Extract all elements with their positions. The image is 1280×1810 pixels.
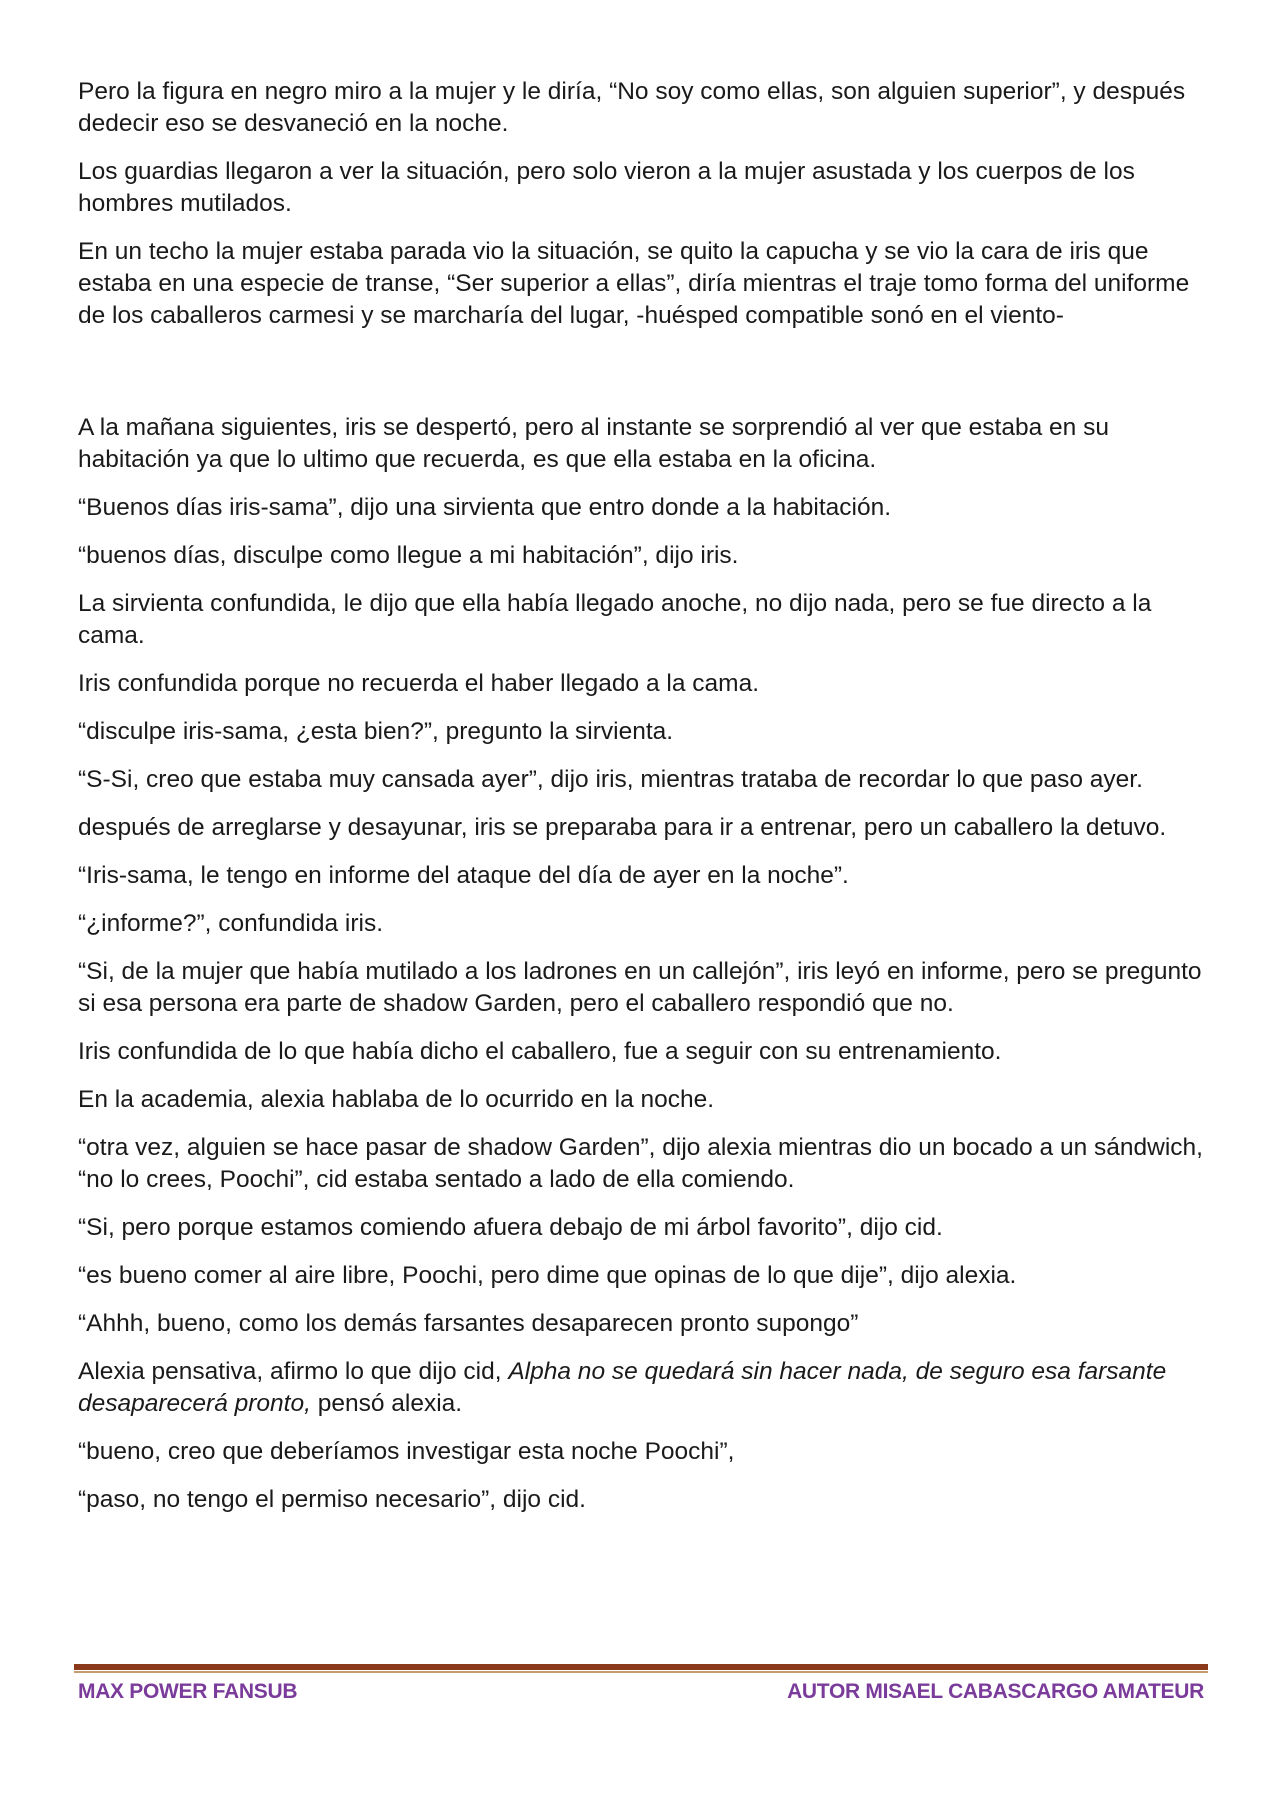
paragraph: “Si, de la mujer que había mutilado a los ladrones en un callejón”, iris leyó en informe, pero se pregunto si esa persona era parte de shadow Garden, pero el caballero respondió que no. [78, 958, 1202, 1017]
thought-tail: pensó alexia. [310, 1390, 463, 1417]
paragraph: Iris confundida porque no recuerda el haber llegado a la cama. [78, 670, 759, 697]
thought-italic: Alpha no se quedará sin hacer nada, de seguro esa farsante desaparecerá pronto, [78, 1358, 1167, 1417]
paragraph: En la academia, alexia hablaba de lo ocurrido en la noche. [78, 1086, 715, 1113]
paragraph: “es bueno comer al aire libre, Poochi, pero dime que opinas de lo que dije”, dijo alexia. [78, 1262, 1017, 1289]
paragraph: Pero la figura en negro miro a la mujer y le diría, “No soy como ellas, son alguien superior”, y después dedecir eso se desvaneció en la noche. [78, 78, 1186, 137]
scene-break [78, 348, 1212, 412]
footer-divider [74, 1664, 1208, 1674]
paragraph: “Si, pero porque estamos comiendo afuera debajo de mi árbol favorito”, dijo cid. [78, 1214, 943, 1241]
paragraph: “disculpe iris-sama, ¿esta bien?”, pregunto la sirvienta. [78, 718, 674, 745]
paragraph: A la mañana siguientes, iris se despertó, pero al instante se sorprendió al ver que estaba en su habitación ya que lo ultimo que recuerda, es que ella estaba en la oficina. [78, 414, 1109, 473]
paragraph: “buenos días, disculpe como llegue a mi habitación”, dijo iris. [78, 542, 739, 569]
footer-publisher: MAX POWER FANSUB [78, 1680, 298, 1703]
paragraph: “Buenos días iris-sama”, dijo una sirvienta que entro donde a la habitación. [78, 494, 892, 521]
footer-author: AUTOR MISAEL CABASCARGO AMATEUR [787, 1680, 1204, 1703]
paragraph: “S-Si, creo que estaba muy cansada ayer”, dijo iris, mientras trataba de recordar lo que paso ayer. [78, 766, 1143, 793]
footer-divider-thin [74, 1671, 1208, 1673]
paragraph: Iris confundida de lo que había dicho el caballero, fue a seguir con su entrenamiento. [78, 1038, 1002, 1065]
paragraph: Los guardias llegaron a ver la situación, pero solo vieron a la mujer asustada y los cuerpos de los hombres mutilados. [78, 158, 1135, 217]
paragraph: La sirvienta confundida, le dijo que ella había llegado anoche, no dijo nada, pero se fue directo a la cama. [78, 590, 1152, 649]
paragraph: “bueno, creo que deberíamos investigar esta noche Poochi”, [78, 1438, 735, 1465]
paragraph: después de arreglarse y desayunar, iris se preparaba para ir a entrenar, pero un caballero la detuvo. [78, 814, 1167, 841]
paragraph: En un techo la mujer estaba parada vio la situación, se quito la capucha y se vio la cara de iris que estaba en una especie de transe, “Ser superior a ellas”, diría mientras el traje tomo forma del uniforme de los caballeros carmesi y se marcharía del lugar, -huésped compatible sonó en el viento- [78, 238, 1190, 329]
alexia-thought-paragraph [78, 1356, 1212, 1420]
paragraph: “otra vez, alguien se hace pasar de shadow Garden”, dijo alexia mientras dio un bocado a un sándwich, “no lo crees, Poochi”, cid estaba sentado a lado de ella comiendo. [78, 1134, 1203, 1193]
paragraph: “¿informe?”, confundida iris. [78, 910, 384, 937]
footer-divider-thick [74, 1664, 1208, 1670]
paragraph: “Iris-sama, le tengo en informe del ataque del día de ayer en la noche”. [78, 862, 849, 889]
paragraph: “Ahhh, bueno, como los demás farsantes desaparecen pronto supongo” [78, 1310, 859, 1337]
thought-lead-in: Alexia pensativa, afirmo lo que dijo cid, [78, 1358, 509, 1385]
paragraph: “paso, no tengo el permiso necesario”, dijo cid. [78, 1486, 586, 1513]
page-footer [78, 1680, 1204, 1704]
story-body [78, 76, 1212, 1532]
